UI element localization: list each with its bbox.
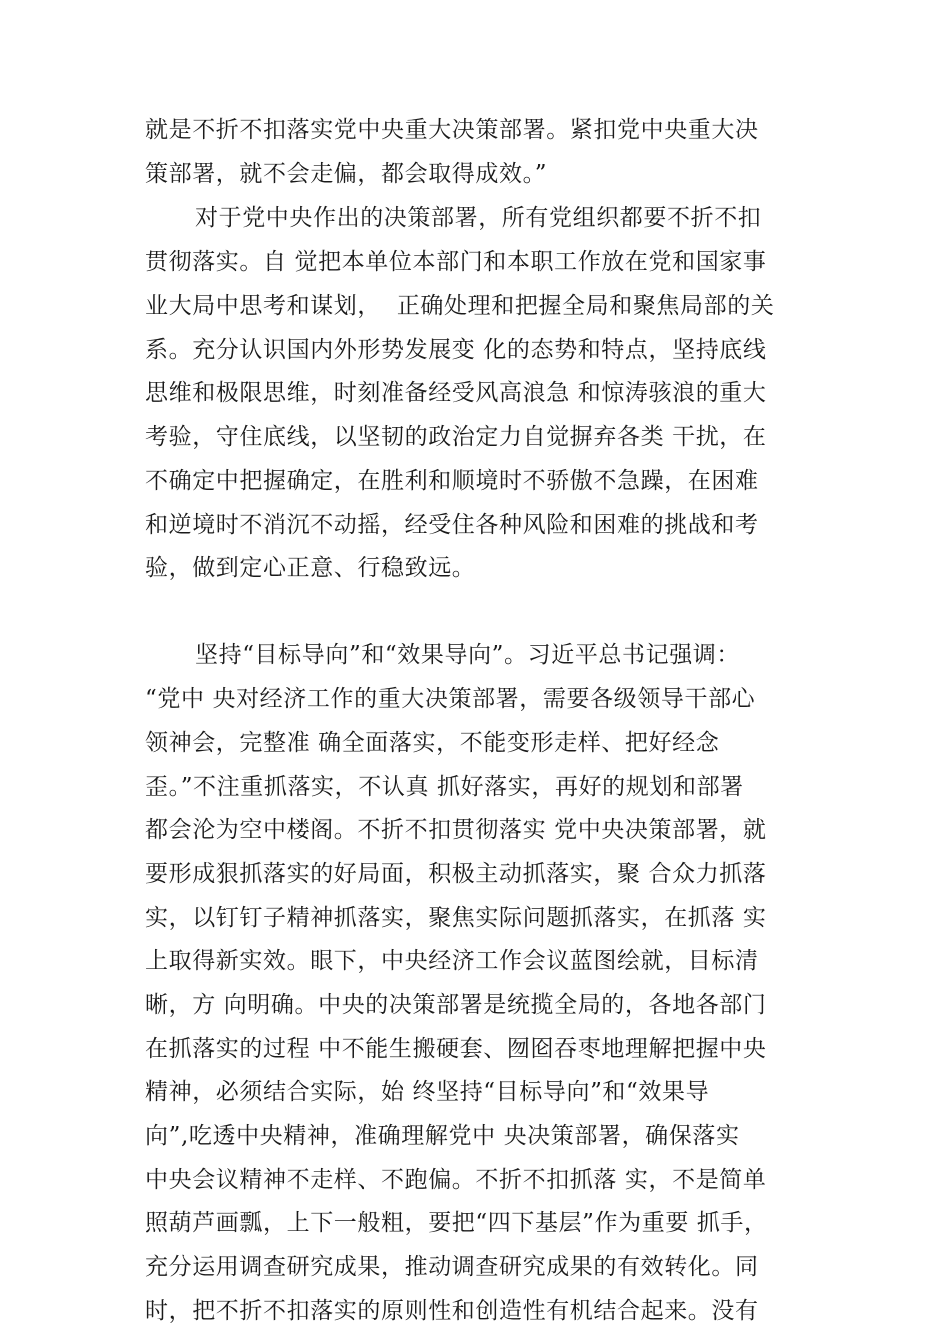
- text-line: 在抓落实的过程 中不能生搬硬套、囫囵吞枣地理解把握中央: [145, 1036, 767, 1062]
- text-line: 策部署，就不会走偏，都会取得成效。”: [145, 161, 548, 187]
- text-line: 照葫芦画瓢，上下一般粗，要把“四下基层”作为重要 抓手，: [145, 1210, 768, 1236]
- text-line: 和逆境时不消沉不动摇，经受住各种风险和困难的挑战和考: [145, 512, 759, 538]
- text-line: 都会沦为空中楼阁。不折不扣贯彻落实 党中央决策部署，就: [145, 817, 767, 843]
- text-line: 验，做到定心正意、行稳致远。: [145, 555, 476, 581]
- text-line: 上取得新实效。眼下，中央经济工作会议蓝图绘就，目标清: [145, 948, 759, 974]
- text-line: 晰，方 向明确。中央的决策部署是统揽全局的，各地各部门: [145, 992, 767, 1018]
- text-line: 中央会议精神不走样、不跑偏。不折不扣抓落 实，不是简单: [145, 1167, 767, 1193]
- text-line: 考验，守住底线，以坚韧的政治定力自觉摒弃各类 干扰，在: [145, 424, 767, 450]
- text-line: 歪。”不注重抓落实，不认真 抓好落实，再好的规划和部署: [145, 774, 744, 800]
- text-line: 贯彻落实。自 觉把本单位本部门和本职工作放在党和国家事: [145, 249, 767, 275]
- text-line: 实，以钉钉子精神抓落实，聚焦实际问题抓落实，在抓落 实: [145, 905, 767, 931]
- text-line: 充分运用调查研究成果，推动调查研究成果的有效转化。同: [145, 1254, 759, 1280]
- text-line: “党中 央对经济工作的重大决策部署，需要各级领导干部心: [145, 686, 756, 712]
- text-line: 不确定中把握确定，在胜利和顺境时不骄傲不急躁，在困难: [145, 468, 759, 494]
- text-line: 向”,吃透中央精神，准确理解党中 央决策部署，确保落实: [145, 1123, 740, 1149]
- text-line: 坚持“目标导向”和“效果导向”。习近平总书记强调：: [195, 642, 741, 668]
- text-line: 领神会，完整准 确全面落实，不能变形走样、把好经念: [145, 730, 720, 756]
- text-line: 业大局中思考和谋划， 正确处理和把握全局和聚焦局部的关: [145, 293, 775, 319]
- text-line: 就是不折不扣落实党中央重大决策部署。紧扣党中央重大决: [145, 117, 759, 143]
- text-line: 精神，必须结合实际，始 终坚持“目标导向”和“效果导: [145, 1079, 710, 1105]
- text-line: 思维和极限思维，时刻准备经受风高浪急 和惊涛骇浪的重大: [145, 380, 767, 406]
- text-line: 要形成狠抓落实的好局面，积极主动抓落实，聚 合众力抓落: [145, 861, 767, 887]
- text-line: 系。充分认识国内外形势发展变 化的态势和特点，坚持底线: [145, 337, 767, 363]
- text-line: 时，把不折不扣落实的原则性和创造性有机结合起来。没有: [145, 1298, 759, 1324]
- text-line: 对于党中央作出的决策部署，所有党组织都要不折不扣: [195, 205, 762, 231]
